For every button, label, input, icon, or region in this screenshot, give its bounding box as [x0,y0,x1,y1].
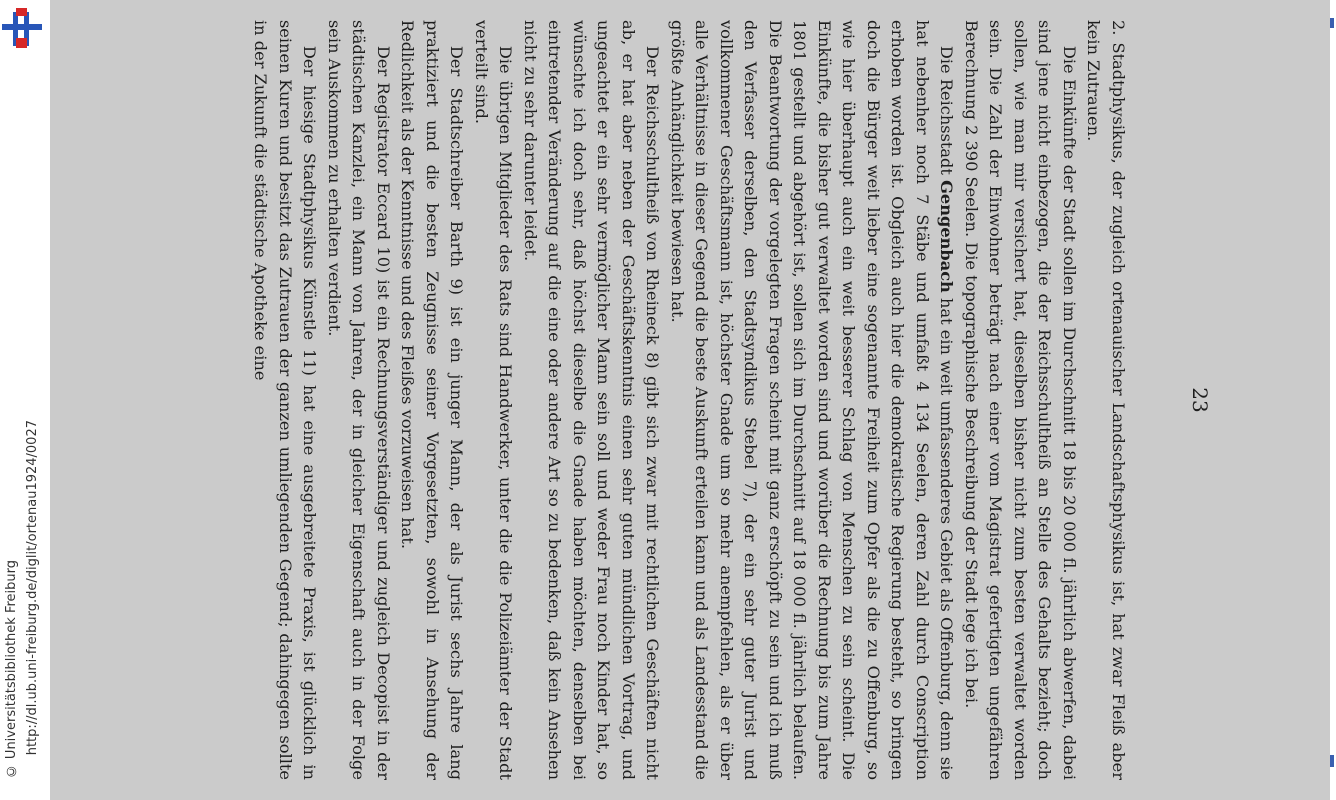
page-area [50,0,1330,800]
right-edge-strip [1330,0,1336,800]
paragraph: Die übrigen Mitglieder des Rats sind Handwerker, unter die die Polizeiämter der Stadt verteilt sind. [472,20,516,780]
edge-marker [1330,18,1334,28]
paragraph-lead: Die Reichsstadt [937,45,957,181]
paragraph: Der hiesige Stadtphysikus Künstle 11) hat eine ausgebreitete Praxis, ist glücklich in seinen Kuren und besitzt das Zutrauen der ganzen umliegenden Gegend; dahingegen sollte in der Zukunft die städtische Apotheke eine [251,20,320,780]
sidebar [0,0,50,800]
document-page [50,20,1212,780]
edge-marker [1330,755,1334,767]
paragraph: Der Registrator Eccard 10) ist ein Rechnungsverständiger und zugleich Decopist in der städtischen Kanzlei, ein Mann von Jahren, der in gleicher Eigenschaft auch in der Folge sein Auskommen zu erhalten verdient. [325,20,393,780]
page-content [248,20,1130,780]
uni-freiburg-logo-icon[interactable] [2,8,42,52]
paragraph [665,20,959,780]
source-url[interactable]: http://dl.ub.uni-freiburg.de/diglit/ortenau1924/0027 [25,420,40,756]
copyright-notice: © Universitätsbibliothek Freiburg [4,560,19,779]
paragraph: Die Einkünfte der Stadt sollen im Durchschnitt 18 bis 20 000 fl. jährlich abwerfen, dabei sind jene nicht einbezogen, die der Reichsschultheiß an Stelle des Gehalts bezieht; doch sollen, wie man mir versichert hat, dieselben bisher nicht zum besten verwaltet worden sein. Die Zahl der Einwohner beträgt nach einer vom Magistrat gefertigten ungefähren Berechnung 2 390 Seelen. Die topographische Beschreibung der Stadt lege ich bei. [962,20,1079,780]
paragraph-rest: hat ein weit umfassenderes Gebiet als Offenburg, denn sie hat nebenher noch 7 Stäbe und umfaßt 4 134 Seelen, deren Zahl durch Conscription erhoben worden ist. Obgleich auch hier die demokratische Regierung besteht, so bringen doch die Bürger weit lieber eine sogenannte Freiheit zum Opfer als die zu Offenburg, so wie hier überhaupt auch ein weit besserer Schlag von Menschen zu sein scheint. Die Einkünfte, die bisher gut verwaltet worden sind und worüber die Rechnung bis zum Jahre 1801 gestellt und abgehört ist, sollen sich im Durchschnitt auf 18 000 fl. jährlich belaufen. Die Beantwortung der vorgelegten Fragen scheint mit ganz erschöpft zu sein und ich muß den Verfasser derselben, den Stadtsyndikus Stebel 7), der ein sehr guter Jurist und vollkommener Geschäftsmann ist, höchster Gnade um so mehr anempfehlen, als er über alle Verhältnisse in dieser Gegend die beste Auskunft erteilen kann und als Landesstand die größte Anhänglichkeit bewiesen hat. [668,20,957,780]
scanned-page-viewer[interactable] [50,0,1330,800]
paragraph: Der Reichsschultheiß von Rheineck 8) gibt sich zwar mit rechtlichen Geschäften nicht ab, er hat aber neben der Geschäftskenntnis einen sehr guten mündlichen Vortrag, und ungeachtet er ein sehr vermöglicher Mann sein soll und weder Frau noch Kinder hat, so wünschte ich doch sehr, daß höchst dieselbe die Gnade haben möchten, denselben bei eintretender Veränderung auf die eine oder andere Art so zu bedenken, daß kein Ansehen nicht zu sehr darunter leidet. [521,20,663,780]
emphasized-place-name: Gengenbach [937,180,957,293]
paragraph: 2. Stadtphysikus, der zugleich ortenauischer Landschaftsphysikus ist, hat zwar Fleiß aber kein Zutrauen. [1084,20,1128,780]
paragraph: Der Stadtschreiber Barth 9) ist ein junger Mann, der als Jurist sechs Jahre lang praktiziert und die besten Zeugnisse seiner Vorgesetzten, sowohl in Ansehung der Redlichkeit als der Kenntnisse und des Fleißes vorzuweisen hat. [398,20,467,780]
page-number: 23 [1188,387,1212,413]
